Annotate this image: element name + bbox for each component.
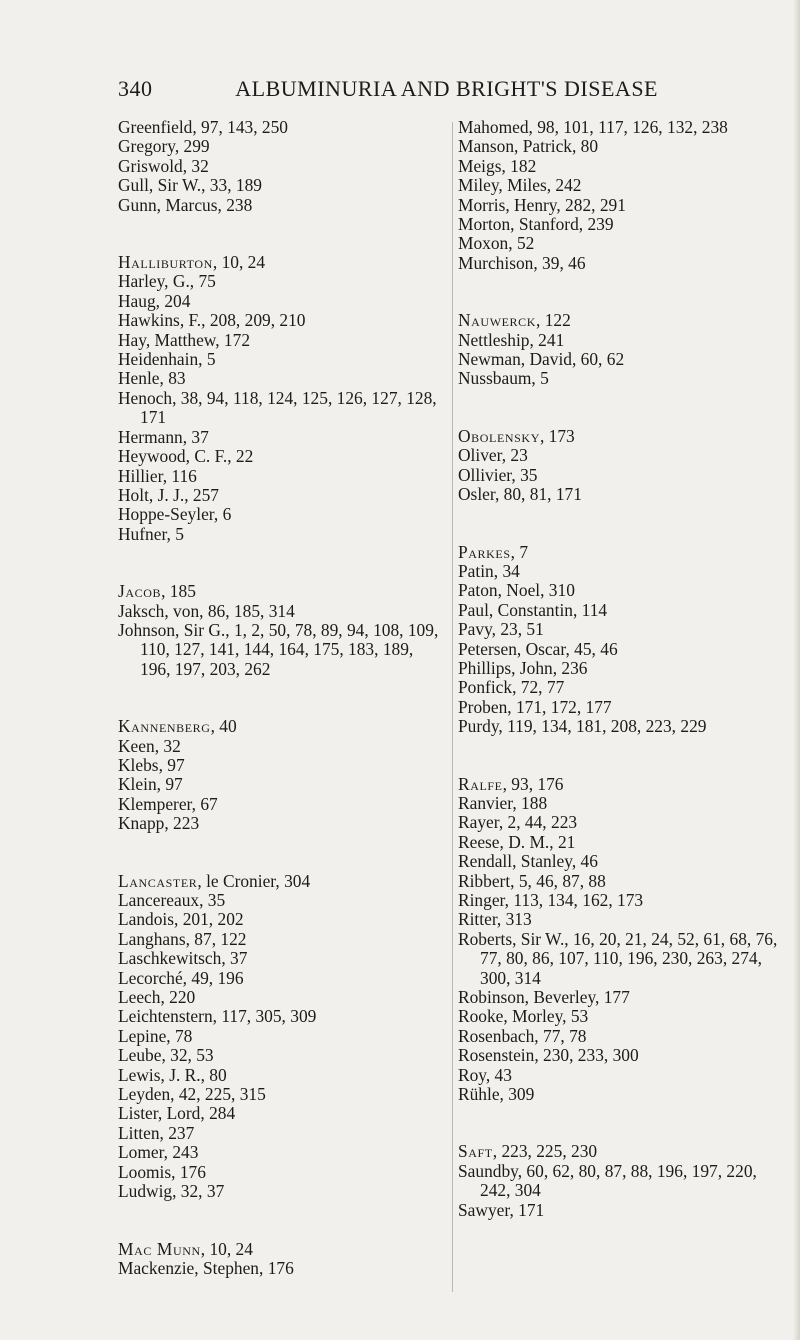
index-entry: Hillier, 116 [118, 465, 197, 486]
index-entry: Klebs, 97 [118, 754, 185, 775]
index-entry-lead [118, 1240, 443, 1259]
index-entry: Rayer, 2, 44, 223 [458, 812, 578, 833]
index-entry: Langhans, 87, 122 [118, 928, 247, 949]
lead-surname: Jacob [118, 581, 162, 602]
lead-refs: , 223, 225, 230 [492, 1141, 598, 1162]
index-entry: Knapp, 223 [118, 813, 200, 834]
index-entry: Roberts, Sir W., 16, 20, 21, 24, 52, 61, 68, 76, 77, 80, 86, 107, 110, 196, 230, 263, 274, 300, 314 [458, 928, 778, 988]
index-entry: Reese, D. M., 21 [458, 831, 576, 852]
index-letter-group [458, 427, 778, 505]
index-entry: Paton, Noel, 310 [458, 580, 575, 601]
index-entry: Lecorché, 49, 196 [118, 967, 244, 988]
index-entry: Leichtenstern, 117, 305, 309 [118, 1006, 317, 1027]
index-entry: Patin, 34 [458, 560, 520, 581]
index-entry: Hufner, 5 [118, 523, 184, 544]
index-letter-group [118, 253, 443, 544]
index-entry: Morris, Henry, 282, 291 [458, 194, 626, 215]
index-letter-group [458, 311, 778, 389]
index-entry: Leech, 220 [118, 987, 196, 1008]
index-entry: Keen, 32 [118, 735, 181, 756]
index-letter-group [118, 717, 443, 833]
lead-refs: , 93, 176 [502, 773, 564, 794]
index-entry: Moxon, 52 [458, 233, 535, 254]
index-entry: Ribbert, 5, 46, 87, 88 [458, 870, 606, 891]
index-entry: Meigs, 182 [458, 155, 537, 176]
index-entry: Petersen, Oscar, 45, 46 [458, 638, 618, 659]
index-entry: Miley, Miles, 242 [458, 175, 582, 196]
lead-refs: , 10, 24 [212, 252, 266, 273]
index-entry-lead [118, 872, 443, 891]
index-letter-group [458, 543, 778, 737]
index-entry: Henoch, 38, 94, 118, 124, 125, 126, 127, 128, 171 [118, 387, 437, 428]
index-entry: Laschkewitsch, 37 [118, 948, 248, 969]
index-entry: Loomis, 176 [118, 1161, 206, 1182]
lead-refs: , le Cronier, 304 [197, 870, 311, 891]
index-entry: Rosenbach, 77, 78 [458, 1025, 587, 1046]
index-entry: Holt, J. J., 257 [118, 484, 219, 505]
page-edge-shadow [793, 0, 800, 1340]
index-entry: Gull, Sir W., 33, 189 [118, 175, 262, 196]
lead-surname: Saft [458, 1141, 493, 1162]
index-entry: Saundby, 60, 62, 80, 87, 88, 196, 197, 220, 242, 304 [458, 1160, 757, 1201]
lead-surname: Lancaster [118, 870, 198, 891]
index-entry: Paul, Constantin, 114 [458, 599, 608, 620]
index-letter-group [458, 1142, 778, 1220]
index-entry: Sawyer, 171 [458, 1199, 545, 1220]
index-entry: Haug, 204 [118, 290, 191, 311]
index-letter-group [118, 118, 443, 215]
index-entry: Heidenhain, 5 [118, 349, 216, 370]
index-entry-lead [458, 1142, 778, 1161]
index-letter-group [458, 775, 778, 1105]
index-letter-group [458, 118, 778, 273]
index-letter-group [118, 1240, 443, 1279]
index-entry: Rooke, Morley, 53 [458, 1006, 589, 1027]
index-entry: Lomer, 243 [118, 1142, 199, 1163]
lead-surname: Halliburton [118, 252, 213, 273]
index-entry: Gregory, 299 [118, 136, 210, 157]
index-entry: Pavy, 23, 51 [458, 619, 544, 640]
index-entry-lead [118, 582, 443, 601]
index-entry: Manson, Patrick, 80 [458, 136, 599, 157]
index-entry: Mahomed, 98, 101, 117, 126, 132, 238 [458, 117, 728, 137]
index-entry: Lancereaux, 35 [118, 890, 226, 910]
index-entry: Harley, G., 75 [118, 271, 216, 292]
index-entry: Mackenzie, Stephen, 176 [118, 1257, 294, 1278]
index-entry: Roy, 43 [458, 1064, 512, 1085]
index-entry: Hermann, 37 [118, 426, 209, 447]
index-entry: Rosenstein, 230, 233, 300 [458, 1045, 639, 1066]
index-entry: Robinson, Beverley, 177 [458, 987, 630, 1008]
lead-surname: Nauwerck [458, 310, 537, 331]
index-entry: Murchison, 39, 46 [458, 252, 586, 273]
lead-refs: , 185 [161, 581, 196, 602]
index-entry: Lepine, 78 [118, 1025, 193, 1046]
index-letter-group [118, 872, 443, 1202]
index-entry: Henle, 83 [118, 368, 186, 389]
index-entry: Ponfick, 72, 77 [458, 677, 565, 698]
index-entry: Greenfield, 97, 143, 250 [118, 117, 289, 137]
lead-surname: Mac Munn [118, 1238, 201, 1259]
index-entry: Nussbaum, 5 [458, 368, 549, 389]
index-entry: Gunn, Marcus, 238 [118, 194, 253, 215]
lead-surname: Ralfe [458, 773, 503, 794]
page-number: 340 [118, 76, 153, 101]
lead-surname: Parkes [458, 541, 511, 562]
index-entry: Morton, Stanford, 239 [458, 214, 614, 235]
index-entry: Oliver, 23 [458, 445, 528, 466]
lead-refs: , 122 [536, 310, 571, 331]
index-entry: Jaksch, von, 86, 185, 314 [118, 600, 295, 621]
index-entry: Klemperer, 67 [118, 793, 218, 814]
index-entry-lead [458, 543, 778, 562]
index-entry: Newman, David, 60, 62 [458, 349, 625, 370]
index-entry: Klein, 97 [118, 774, 183, 795]
index-entry: Hoppe-Seyler, 6 [118, 504, 232, 525]
index-entry: Ritter, 313 [458, 909, 532, 930]
lead-surname: Obolensky [458, 425, 540, 446]
column-divider [452, 122, 453, 1292]
index-entry: Leube, 32, 53 [118, 1045, 214, 1066]
index-entry: Proben, 171, 172, 177 [458, 696, 612, 717]
index-entry: Nettleship, 241 [458, 329, 565, 350]
index-entry-lead [118, 717, 443, 736]
lead-surname: Kannenberg [118, 716, 211, 737]
index-entry-lead [118, 253, 443, 272]
index-entry: Purdy, 119, 134, 181, 208, 223, 229 [458, 716, 707, 737]
running-header [118, 76, 658, 102]
index-entry: Griswold, 32 [118, 155, 209, 176]
index-entry-lead [458, 311, 778, 330]
index-entry: Hay, Matthew, 172 [118, 329, 251, 350]
index-entry: Phillips, John, 236 [458, 657, 588, 678]
lead-refs: , 40 [210, 716, 237, 737]
index-entry: Rendall, Stanley, 46 [458, 851, 598, 872]
index-entry-lead [458, 775, 778, 794]
index-entry: Johnson, Sir G., 1, 2, 50, 78, 89, 94, 108, 109, 110, 127, 141, 144, 164, 175, 183, 189, 196, 197, 203, 262 [118, 619, 439, 679]
index-entry: Litten, 237 [118, 1122, 195, 1143]
index-entry: Lister, Lord, 284 [118, 1103, 236, 1124]
index-entry: Ollivier, 35 [458, 464, 538, 485]
index-entry: Landois, 201, 202 [118, 909, 244, 930]
index-entry: Ranvier, 188 [458, 792, 548, 813]
lead-refs: , 173 [539, 425, 575, 446]
index-entry-lead [458, 427, 778, 446]
index-column-right [458, 118, 778, 1258]
index-column-left [118, 118, 443, 1316]
index-entry: Ringer, 113, 134, 162, 173 [458, 890, 644, 910]
index-entry: Heywood, C. F., 22 [118, 446, 254, 467]
index-letter-group [118, 582, 443, 679]
index-entry: Lewis, J. R., 80 [118, 1064, 227, 1085]
index-entry: Rühle, 309 [458, 1084, 535, 1105]
lead-refs: , 7 [510, 541, 529, 562]
running-title: ALBUMINURIA AND BRIGHT'S DISEASE [235, 76, 658, 101]
index-entry: Osler, 80, 81, 171 [458, 484, 582, 505]
index-entry: Hawkins, F., 208, 209, 210 [118, 310, 306, 331]
lead-refs: , 10, 24 [200, 1238, 253, 1259]
index-entry: Ludwig, 32, 37 [118, 1181, 225, 1202]
index-entry: Leyden, 42, 225, 315 [118, 1084, 266, 1105]
